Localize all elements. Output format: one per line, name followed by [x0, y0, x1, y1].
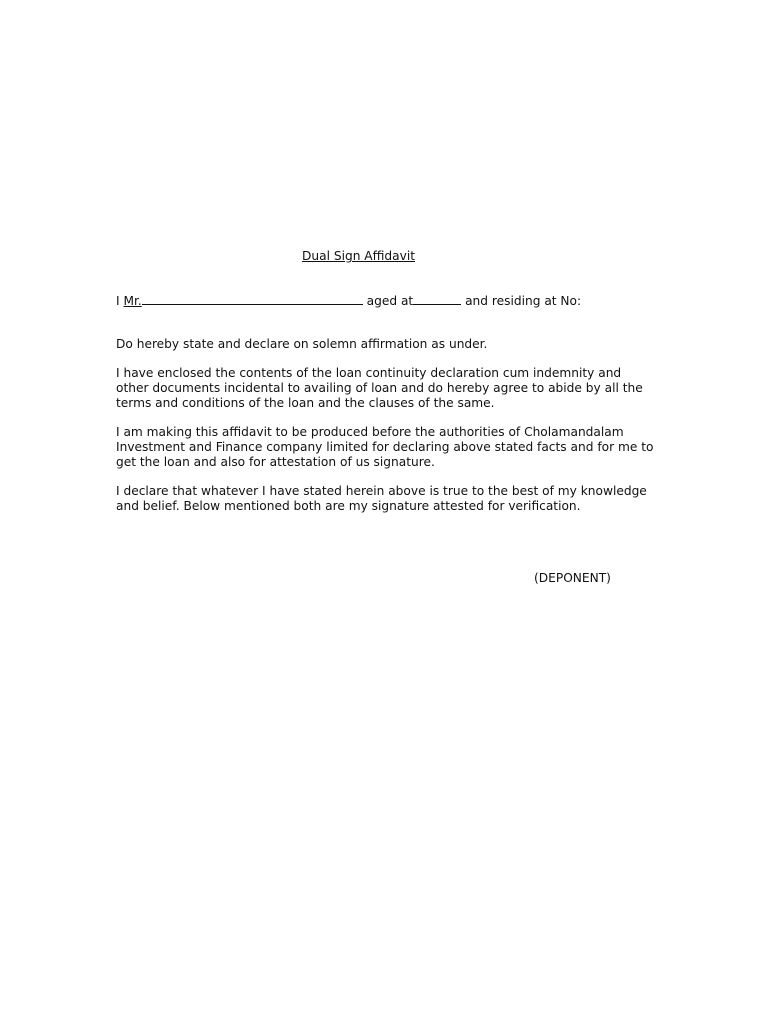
residing-label: and residing at No: [465, 294, 582, 308]
declarant-line [116, 292, 581, 308]
document-title: Dual Sign Affidavit [302, 249, 415, 263]
paragraph-affidavit-purpose: I am making this affidavit to be produced before the authorities of Cholamandalam Investment and Finance company limited for declaring above stated facts and for me to get the loan and also for attestation of us signature. [116, 425, 654, 469]
paragraph-enclosed-contents: I have enclosed the contents of the loan continuity declaration cum indemnity and other documents incidental to availing of loan and do hereby agree to abide by all the terms and conditions of the loan and the clauses of the same. [116, 366, 643, 410]
name-blank [142, 292, 363, 305]
mr-label: Mr. [123, 294, 142, 308]
paragraph-truth-statement: I declare that whatever I have stated herein above is true to the best of my knowledge and belief. Below mentioned both are my signature attested for verification. [116, 484, 647, 513]
aged-at-label: aged at [366, 294, 414, 308]
paragraph-declaration: Do hereby state and declare on solemn affirmation as under. [116, 337, 488, 351]
deponent-label: (DEPONENT) [534, 571, 611, 585]
declarant-prefix: I [116, 294, 120, 308]
age-blank [413, 292, 461, 305]
